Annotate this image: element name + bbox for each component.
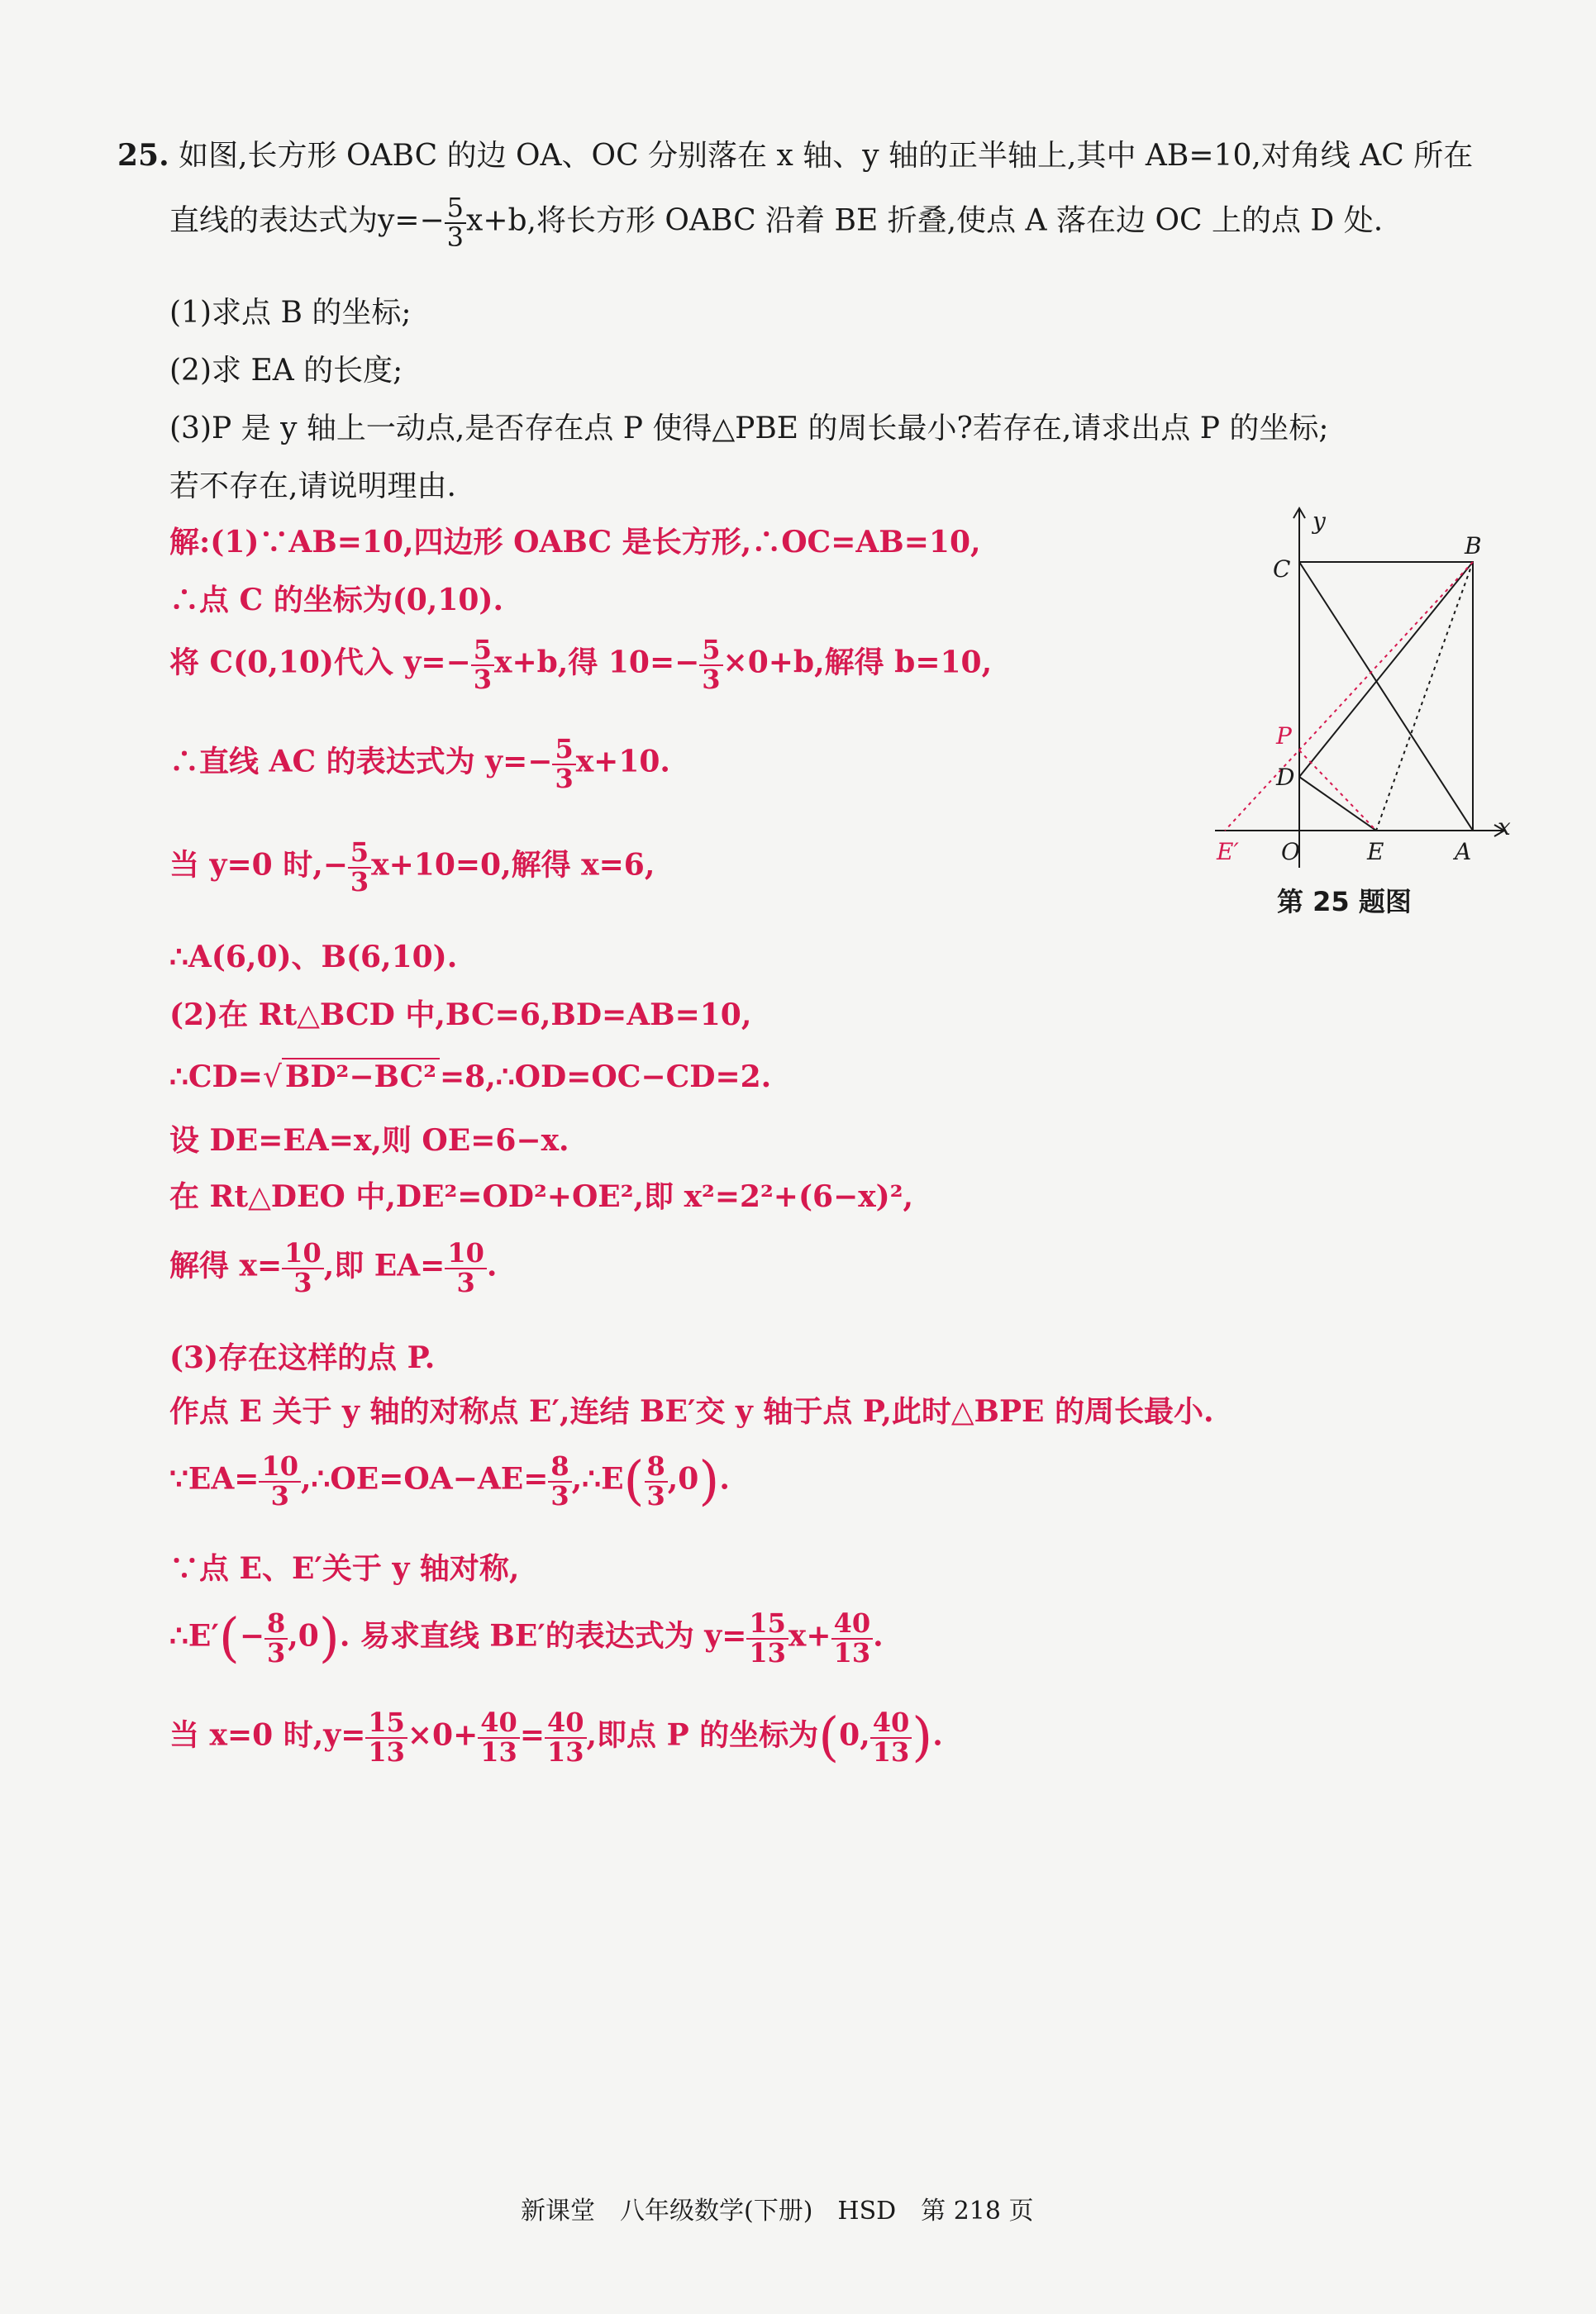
label-p: P — [1276, 722, 1292, 750]
question-part-2: (2)求 EA 的长度; — [169, 354, 403, 388]
fraction-15-13: $\frac{15}{13}$ — [746, 1610, 788, 1667]
solution-line-1: 解:(1)∵AB=10,四边形 OABC 是长方形,∴OC=AB=10, — [169, 525, 981, 559]
question-line-2 — [169, 194, 1383, 251]
question-stem-2b: x+b,将长方形 OABC 沿着 BE 折叠,使点 A 落在边 OC 上的点 D 处. — [466, 203, 1384, 238]
fraction-5-3: $\frac{5}{3}$ — [445, 194, 466, 251]
solution-line-5: 当 y=0 时,− $\frac{5}{3}$ x+10=0,解得 x=6, — [169, 836, 655, 898]
solution-line-13: 作点 E 关于 y 轴的对称点 E′,连结 BE′交 y 轴于点 P,此时△BPE 的周长最小. — [169, 1394, 1214, 1429]
fraction-10-3: $\frac{10}{3}$ — [259, 1453, 301, 1510]
question-stem-2a: 直线的表达式为y=− — [169, 203, 445, 238]
fraction-40-13: $\frac{40}{13}$ — [545, 1709, 587, 1766]
solution-line-16: ∴E′(− $\frac{8}{3}$ ,0). 易求直线 BE′的表达式为 y= $\frac{15}{13}$ x+ $\frac{40}{13}$ . — [169, 1607, 884, 1669]
fraction-5-3: $\frac{5}{3}$ — [699, 636, 722, 693]
question-part-1: (1)求点 B 的坐标; — [169, 296, 412, 330]
solution-line-7: (2)在 Rt△BCD 中,BC=6,BD=AB=10, — [169, 997, 752, 1032]
fraction-8-3: $\frac{8}{3}$ — [645, 1453, 668, 1510]
label-e-prime: E′ — [1217, 838, 1239, 865]
fraction-5-3: $\frac{5}{3}$ — [348, 839, 371, 896]
fraction-5-3: $\frac{5}{3}$ — [471, 636, 494, 693]
label-c: C — [1273, 555, 1291, 583]
solution-line-17: 当 x=0 时,y= $\frac{15}{13}$ ×0+ $\frac{40}{13}$ = $\frac{40}{13}$ ,即点 P 的坐标为(0, $\frac{40}{13}$ ). — [169, 1707, 943, 1769]
question-number: 25. — [117, 138, 169, 173]
segment-pe — [1299, 750, 1376, 831]
label-o: O — [1281, 838, 1300, 865]
solution-line-10: 在 Rt△DEO 中,DE²=OD²+OE²,即 x²=2²+(6−x)², — [169, 1179, 913, 1214]
sqrt-radicand: BD²−BC² — [282, 1058, 440, 1094]
solution-line-8: ∴CD=√ BD²−BC² =8,∴OD=OC−CD=2. — [169, 1059, 772, 1094]
page-footer: 新课堂 八年级数学(下册) HSD 第 218 页 — [521, 2197, 1034, 2226]
segment-be-prime — [1225, 562, 1473, 831]
fraction-40-13: $\frac{40}{13}$ — [831, 1610, 874, 1667]
solution-line-4: ∴直线 AC 的表达式为 y=− $\frac{5}{3}$ x+10. — [169, 733, 670, 794]
label-d: D — [1276, 764, 1295, 791]
sqrt-sign: √ — [262, 1060, 282, 1094]
fraction-8-3: $\frac{8}{3}$ — [548, 1453, 571, 1510]
solution-line-14: ∵EA= $\frac{10}{3}$ ,∴OE=OA−AE= $\frac{8}{3}$ ,∴E( $\frac{8}{3}$ ,0). — [169, 1450, 730, 1512]
fraction-10-3: $\frac{10}{3}$ — [445, 1240, 487, 1297]
label-a: A — [1455, 838, 1472, 865]
fraction-40-13: $\frac{40}{13}$ — [870, 1709, 912, 1766]
question-part-3-line-1: (3)P 是 y 轴上一动点,是否存在点 P 使得△PBE 的周长最小?若存在,请求出点 P 的坐标; — [169, 412, 1329, 445]
geometry-figure — [1207, 504, 1513, 868]
fraction-8-3: $\frac{8}{3}$ — [264, 1610, 288, 1667]
label-e: E — [1367, 838, 1384, 865]
solution-line-11: 解得 x= $\frac{10}{3}$ ,即 EA= $\frac{10}{3}$ . — [169, 1237, 498, 1298]
solution-line-3: 将 C(0,10)代入 y=− $\frac{5}{3}$ x+b,得 10=− $\frac{5}{3}$ ×0+b,解得 b=10, — [169, 634, 993, 695]
segment-bd — [1299, 562, 1473, 777]
label-x: x — [1498, 813, 1511, 840]
fraction-5-3: $\frac{5}{3}$ — [552, 736, 575, 793]
solution-line-15: ∵点 E、E′关于 y 轴对称, — [169, 1551, 520, 1586]
solution-line-12: (3)存在这样的点 P. — [169, 1340, 436, 1375]
fraction-40-13: $\frac{40}{13}$ — [478, 1709, 520, 1766]
label-b: B — [1465, 532, 1482, 559]
solution-line-6: ∴A(6,0)、B(6,10). — [169, 940, 458, 974]
solution-line-9: 设 DE=EA=x,则 OE=6−x. — [169, 1123, 569, 1158]
diagonal-ac — [1299, 562, 1473, 831]
question-stem-1: 如图,长方形 OABC 的边 OA、OC 分别落在 x 轴、y 轴的正半轴上,其中 AB=10,对角线 AC 所在 — [179, 139, 1474, 173]
fraction-15-13: $\frac{15}{13}$ — [365, 1709, 407, 1766]
solution-line-2: ∴点 C 的坐标为(0,10). — [169, 583, 503, 617]
fold-line-be — [1376, 562, 1473, 831]
label-y: y — [1313, 507, 1326, 535]
figure-caption: 第 25 题图 — [1277, 886, 1412, 917]
question-line-1 — [117, 132, 1473, 174]
segment-de — [1299, 777, 1376, 831]
fraction-10-3: $\frac{10}{3}$ — [282, 1240, 324, 1297]
question-part-3-line-2: 若不存在,请说明理由. — [169, 469, 456, 503]
